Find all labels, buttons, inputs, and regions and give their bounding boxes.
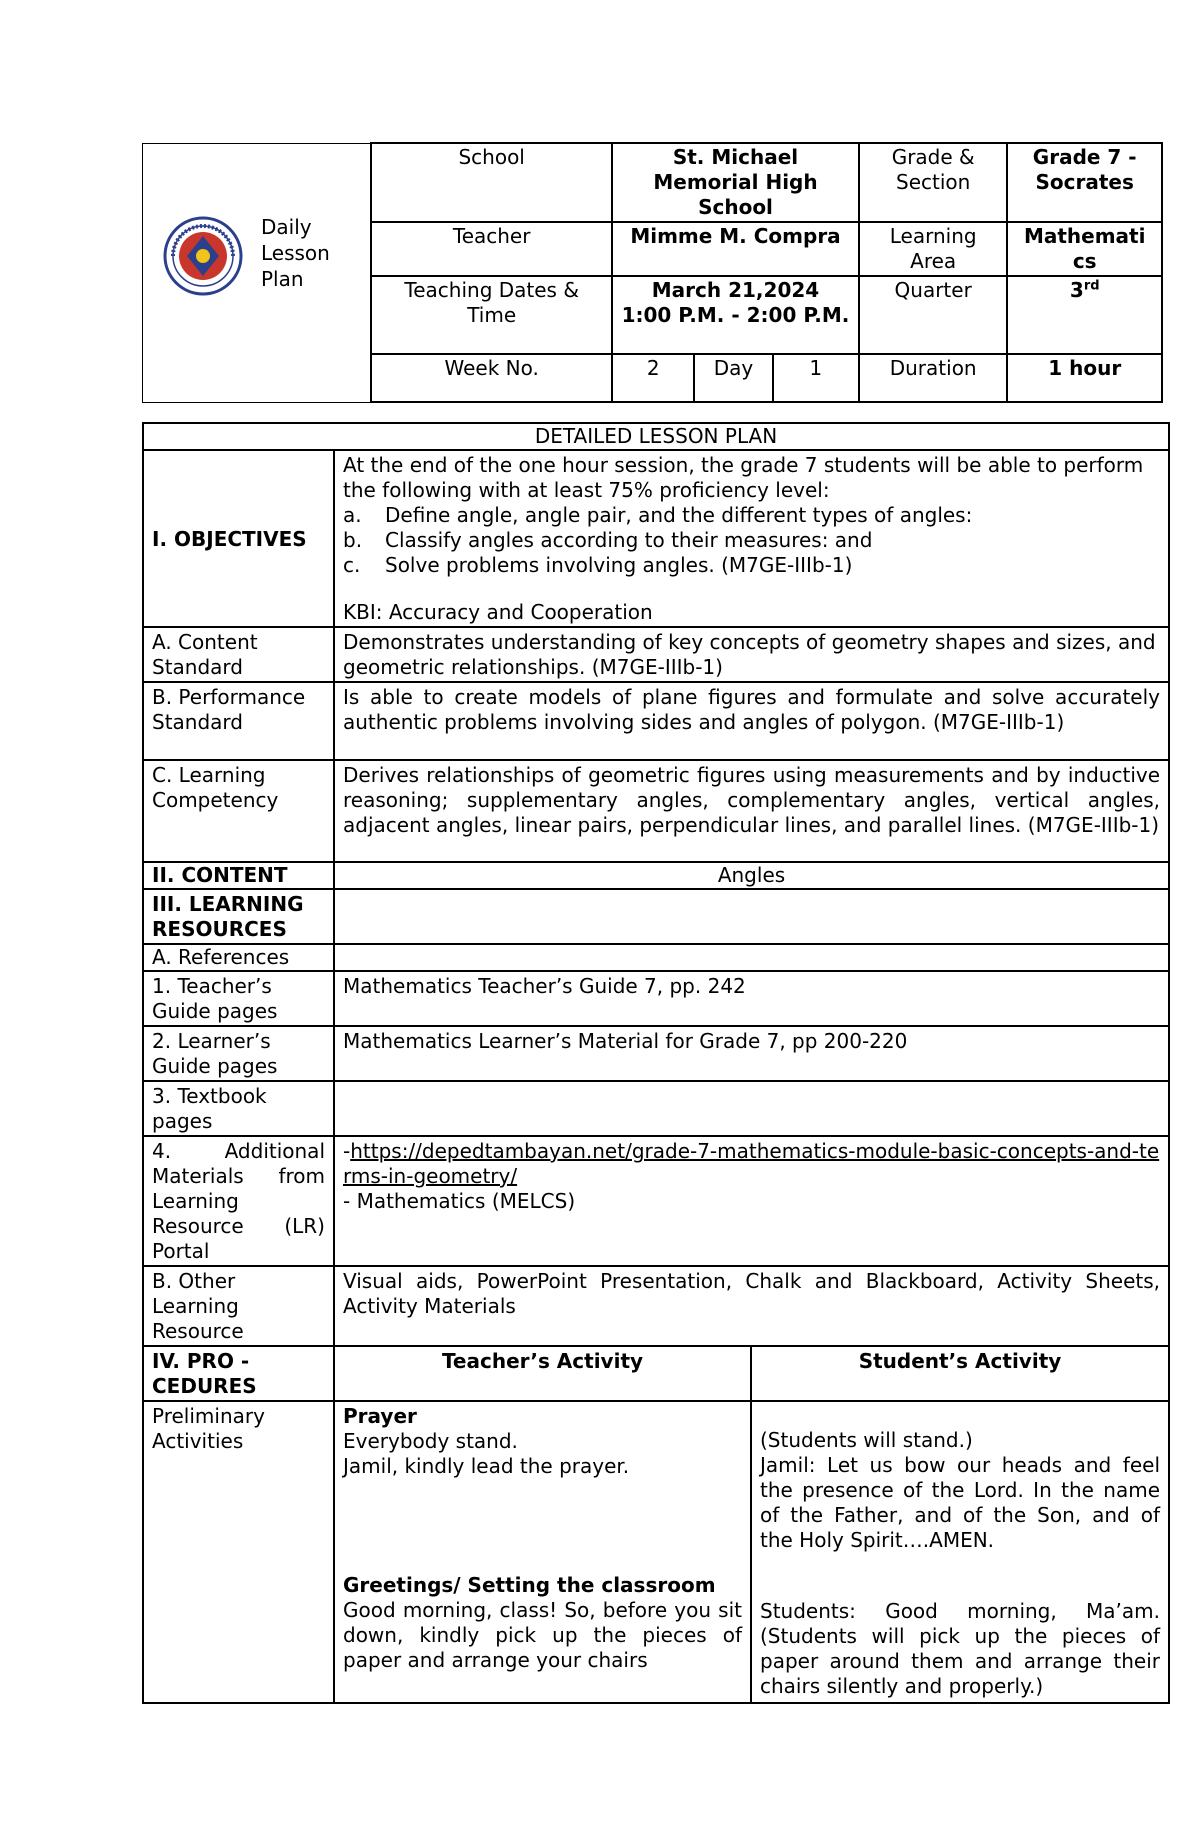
student-preliminary-cell (751, 1401, 1169, 1703)
references-label: A. References (143, 944, 334, 971)
day-label: Day (694, 354, 772, 402)
deped-seal-icon (163, 216, 243, 296)
area-label: Learning Area (859, 222, 1008, 276)
additional-extra: - Mathematics (MELCS) (343, 1189, 576, 1213)
quarter-number: 3 (1069, 278, 1084, 302)
list-item (343, 553, 1160, 578)
objectives-intro: At the end of the one hour session, the grade 7 students will be able to perform the following with at least 75% proficiency level: (343, 453, 1144, 502)
additional-label: 4. Additional Materials from Learning Resource (LR) Portal (143, 1136, 334, 1266)
list-text: Define angle, angle pair, and the different types of angles: (385, 503, 973, 527)
teacher-preliminary-cell (334, 1401, 751, 1703)
preliminary-label: Preliminary Activities (143, 1401, 334, 1703)
school-label: School (371, 143, 612, 222)
objectives-list (343, 503, 1160, 578)
school-value: St. Michael Memorial High School (612, 143, 859, 222)
content-label: II. CONTENT (143, 862, 334, 889)
prayer-title: Prayer (343, 1404, 417, 1428)
additional-cell (334, 1136, 1169, 1266)
objectives-cell (334, 450, 1169, 627)
learner-guide-label: 2. Learner’s Guide pages (143, 1026, 334, 1081)
student-stand: (Students will stand.) (760, 1428, 973, 1452)
textbook-cell (334, 1081, 1169, 1136)
list-text: Classify angles according to their measures: and (385, 528, 873, 552)
student-prayer: Jamil: Let us bow our heads and feel the presence of the Lord. In the name of the Father, and of the Son, and of the Holy Spirit….AMEN. (760, 1453, 1161, 1552)
dlp-line-2: Lesson (261, 240, 330, 265)
dates-label: Teaching Dates & Time (371, 276, 612, 354)
grade-label: Grade & Section (859, 143, 1008, 222)
teacher-guide-label: 1. Teacher’s Guide pages (143, 971, 334, 1026)
duration-value: 1 hour (1007, 354, 1162, 402)
competency-label: C. Learning Competency (143, 760, 334, 862)
greet-text: Good morning, class! So, before you sit down, kindly pick up the pieces of paper and arrange your chairs (343, 1598, 742, 1672)
content-text: Angles (334, 862, 1169, 889)
additional-link-line (343, 1139, 1160, 1189)
prayer-line-1: Everybody stand. (343, 1429, 518, 1453)
teacher-value: Mimme M. Compra (612, 222, 859, 276)
list-marker: a. (343, 503, 362, 527)
kbi-text: KBI: Accuracy and Cooperation (343, 600, 653, 624)
prayer-line-2: Jamil, kindly lead the prayer. (343, 1454, 630, 1478)
logo-cell (143, 143, 372, 402)
learner-guide-text: Mathematics Learner’s Material for Grade 7, pp 200-220 (334, 1026, 1169, 1081)
performance-standard-label: B. Performance Standard (143, 682, 334, 760)
dates-value-date: March 21,2024 (651, 278, 820, 302)
list-text: Solve problems involving angles. (M7GE-IIIb-1) (385, 553, 853, 577)
student-activity-head: Student’s Activity (751, 1346, 1169, 1401)
day-value: 1 (809, 356, 823, 380)
dlp-line-1: Daily (261, 214, 312, 239)
list-marker: c. (343, 553, 361, 577)
dlp-label (261, 214, 330, 292)
week-value: 2 (612, 354, 694, 402)
quarter-label: Quarter (859, 276, 1008, 354)
competency-text: Derives relationships of geometric figures using measurements and by inductive reasoning; supplementary angles, complementary angles, vertical angles, adjacent angles, linear pairs, perpendicular lines, and parallel lines. (M7GE-IIIb-1) (334, 760, 1169, 862)
other-resource-text: Visual aids, PowerPoint Presentation, Chalk and Blackboard, Activity Sheets, Activity Materials (334, 1266, 1169, 1346)
content-standard-text: Demonstrates understanding of key concepts of geometry shapes and sizes, and geometric relationships. (M7GE-IIIb-1) (334, 627, 1169, 682)
content-standard-label: A. Content Standard (143, 627, 334, 682)
procedures-label: IV. PRO - CEDURES (143, 1346, 334, 1401)
dates-value-time: 1:00 P.M. - 2:00 P.M. (621, 303, 850, 327)
link-prefix: - (343, 1139, 351, 1163)
duration-label: Duration (859, 354, 1008, 402)
other-resource-label: B. Other Learning Resource (143, 1266, 334, 1346)
greet-title: Greetings/ Setting the classroom (343, 1573, 716, 1597)
resources-cell (334, 889, 1169, 944)
teacher-guide-text: Mathematics Teacher’s Guide 7, pp. 242 (334, 971, 1169, 1026)
dates-value (612, 276, 859, 354)
header-table (142, 142, 1163, 403)
resources-label: III. LEARNING RESOURCES (143, 889, 334, 944)
textbook-label: 3. Textbook pages (143, 1081, 334, 1136)
performance-standard-text: Is able to create models of plane figures and formulate and solve accurately authentic problems involving sides and angles of polygon. (M7GE-IIIb-1) (334, 682, 1169, 760)
quarter-suffix: rd (1083, 278, 1100, 294)
day-value-cell (773, 354, 859, 402)
student-greet: Students: Good morning, Ma’am. (Students will pick up the pieces of paper around them and arrange their chairs silently and properly.) (760, 1599, 1161, 1698)
grade-value: Grade 7 - Socrates (1007, 143, 1162, 222)
references-cell (334, 944, 1169, 971)
list-item (343, 528, 1160, 553)
dlp-line-3: Plan (261, 266, 304, 291)
list-item (343, 503, 1160, 528)
lesson-plan-table (142, 422, 1170, 1704)
week-label: Week No. (371, 354, 612, 402)
area-value: Mathemati cs (1007, 222, 1162, 276)
teacher-label: Teacher (371, 222, 612, 276)
quarter-value (1007, 276, 1162, 354)
teacher-activity-head: Teacher’s Activity (334, 1346, 751, 1401)
plan-title: DETAILED LESSON PLAN (143, 423, 1169, 450)
list-marker: b. (343, 528, 363, 552)
objectives-label: I. OBJECTIVES (143, 450, 334, 627)
deped-link[interactable]: https://depedtambayan.net/grade-7-mathematics-module-basic-concepts-and-terms-in-geometry/ (343, 1139, 1160, 1188)
